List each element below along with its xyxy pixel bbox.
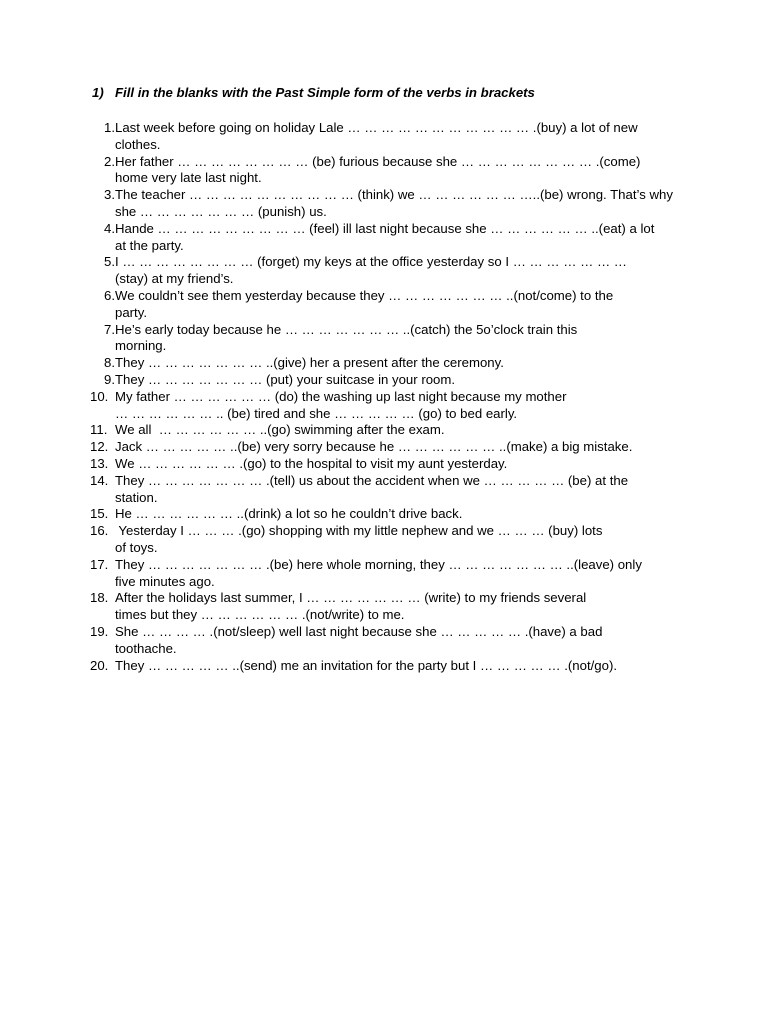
item-number: 16. — [90, 523, 109, 539]
exercise-item-continuation — [0, 406, 768, 423]
item-number: 6. — [104, 287, 115, 303]
exercise-item — [0, 439, 768, 456]
item-number: 20. — [90, 657, 109, 673]
item-text: He … … … … … … ..(drink) a lot so he couldn’t drive back. — [115, 506, 463, 522]
item-text: I … … … … … … … … (forget) my keys at the office yesterday so I … … … … … … … — [115, 254, 627, 270]
item-text: The teacher … … … … … … … … … … (think) we … … … … … … …..(be) wrong. That’s why — [115, 187, 673, 203]
exercise-item-continuation — [0, 338, 768, 355]
item-number — [0, 137, 115, 154]
item-number — [0, 271, 115, 288]
item-text: We all … … … … … … ..(go) swimming after the exam. — [115, 422, 445, 438]
item-text: They … … … … … … … .(tell) us about the accident when we … … … … … (be) at the — [115, 472, 629, 488]
exercise-item — [0, 154, 768, 171]
item-text: of toys. — [115, 539, 158, 555]
item-number — [0, 540, 115, 557]
item-number — [0, 641, 115, 658]
item-number: 19. — [90, 623, 109, 639]
exercise-item-continuation — [0, 305, 768, 322]
item-number: 8. — [104, 355, 115, 371]
exercise-number: 1) — [92, 85, 104, 100]
exercise-item-continuation — [0, 137, 768, 154]
item-number: 5. — [104, 254, 115, 270]
item-text: Her father … … … … … … … … (be) furious because she … … … … … … … … .(come) — [115, 153, 641, 169]
exercise-item — [0, 389, 768, 406]
exercise-item-continuation — [0, 204, 768, 221]
item-number: 14. — [90, 472, 109, 488]
item-number: 2. — [104, 153, 115, 169]
item-text: Yesterday I … … … .(go) shopping with my little nephew and we … … … (buy) lots — [115, 523, 603, 539]
item-number — [0, 238, 115, 255]
item-text: party. — [115, 304, 148, 320]
item-text: They … … … … … … … .(be) here whole morning, they … … … … … … … ..(leave) only — [115, 556, 642, 572]
item-text: station. — [115, 489, 158, 505]
item-text: They … … … … … ..(send) me an invitation for the party but I … … … … … .(not/go). — [115, 657, 618, 673]
item-number: 17. — [90, 556, 109, 572]
exercise-item-continuation — [0, 574, 768, 591]
item-number — [0, 204, 115, 221]
item-number: 15. — [90, 506, 109, 522]
exercise-item-continuation — [0, 238, 768, 255]
item-text: she … … … … … … … (punish) us. — [115, 203, 327, 219]
item-number — [0, 574, 115, 591]
item-text: … … … … … … .. (be) tired and she … … … … … (go) to bed early. — [115, 405, 518, 421]
item-text: times but they … … … … … … .(not/write) to me. — [115, 607, 405, 623]
exercise-item — [0, 187, 768, 204]
item-text: We … … … … … … .(go) to the hospital to visit my aunt yesterday. — [115, 455, 508, 471]
item-text: After the holidays last summer, I … … … … … … … (write) to my friends several — [115, 590, 587, 606]
exercise-item-continuation — [0, 607, 768, 624]
item-text: five minutes ago. — [115, 573, 215, 589]
item-number: 7. — [104, 321, 115, 337]
exercise-item — [0, 372, 768, 389]
item-number — [0, 406, 115, 423]
item-number: 12. — [90, 439, 109, 455]
item-text: They … … … … … … … (put) your suitcase in your room. — [115, 371, 456, 387]
exercise-list — [0, 120, 768, 674]
item-number — [0, 607, 115, 624]
item-number: 4. — [104, 220, 115, 236]
exercise-item — [0, 254, 768, 271]
item-text: He’s early today because he … … … … … … … ..(catch) the 5o’clock train this — [115, 321, 578, 337]
item-text: Jack … … … … … ..(be) very sorry because he … … … … … … ..(make) a big mistake. — [115, 439, 633, 455]
exercise-item — [0, 422, 768, 439]
item-text: She … … … … .(not/sleep) well last night because she … … … … … .(have) a bad — [115, 623, 603, 639]
exercise-item — [0, 506, 768, 523]
exercise-item — [0, 221, 768, 238]
item-number: 13. — [90, 455, 109, 471]
exercise-item-continuation — [0, 540, 768, 557]
item-text: clothes. — [115, 136, 161, 152]
exercise-instruction: Fill in the blanks with the Past Simple form of the verbs in brackets — [115, 85, 535, 100]
item-number: 9. — [104, 371, 115, 387]
item-number: 3. — [104, 187, 115, 203]
item-text: Hande … … … … … … … … … (feel) ill last night because she … … … … … … ..(eat) a lot — [115, 220, 655, 236]
item-text: toothache. — [115, 640, 177, 656]
item-number — [0, 338, 115, 355]
item-text: We couldn’t see them yesterday because they … … … … … … … ..(not/come) to the — [115, 287, 614, 303]
item-text: They … … … … … … … ..(give) her a present after the ceremony. — [115, 355, 504, 371]
exercise-item — [0, 120, 768, 137]
exercise-item-continuation — [0, 490, 768, 507]
item-number — [0, 305, 115, 322]
exercise-item — [0, 557, 768, 574]
exercise-item — [0, 355, 768, 372]
exercise-item-continuation — [0, 170, 768, 187]
exercise-item — [0, 456, 768, 473]
item-text: home very late last night. — [115, 170, 262, 186]
item-number — [0, 490, 115, 507]
exercise-item — [0, 658, 768, 675]
exercise-item-continuation — [0, 271, 768, 288]
exercise-item — [0, 590, 768, 607]
exercise-item — [0, 322, 768, 339]
item-text: morning. — [115, 338, 167, 354]
item-number: 1. — [104, 120, 115, 135]
exercise-item — [0, 288, 768, 305]
item-text: at the party. — [115, 237, 184, 253]
exercise-item — [0, 473, 768, 490]
exercise-item — [0, 523, 768, 540]
item-text: Last week before going on holiday Lale … … … … … … … … … … … .(buy) a lot of new — [115, 120, 638, 135]
item-number — [0, 170, 115, 187]
exercise-heading — [92, 85, 535, 100]
item-number: 10. — [90, 388, 109, 404]
item-text: My father … … … … … … (do) the washing up last night because my mother — [115, 388, 567, 404]
exercise-item-continuation — [0, 641, 768, 658]
exercise-item — [0, 624, 768, 641]
item-number: 18. — [90, 590, 109, 606]
item-text: (stay) at my friend’s. — [115, 271, 234, 287]
item-number: 11. — [90, 422, 108, 438]
